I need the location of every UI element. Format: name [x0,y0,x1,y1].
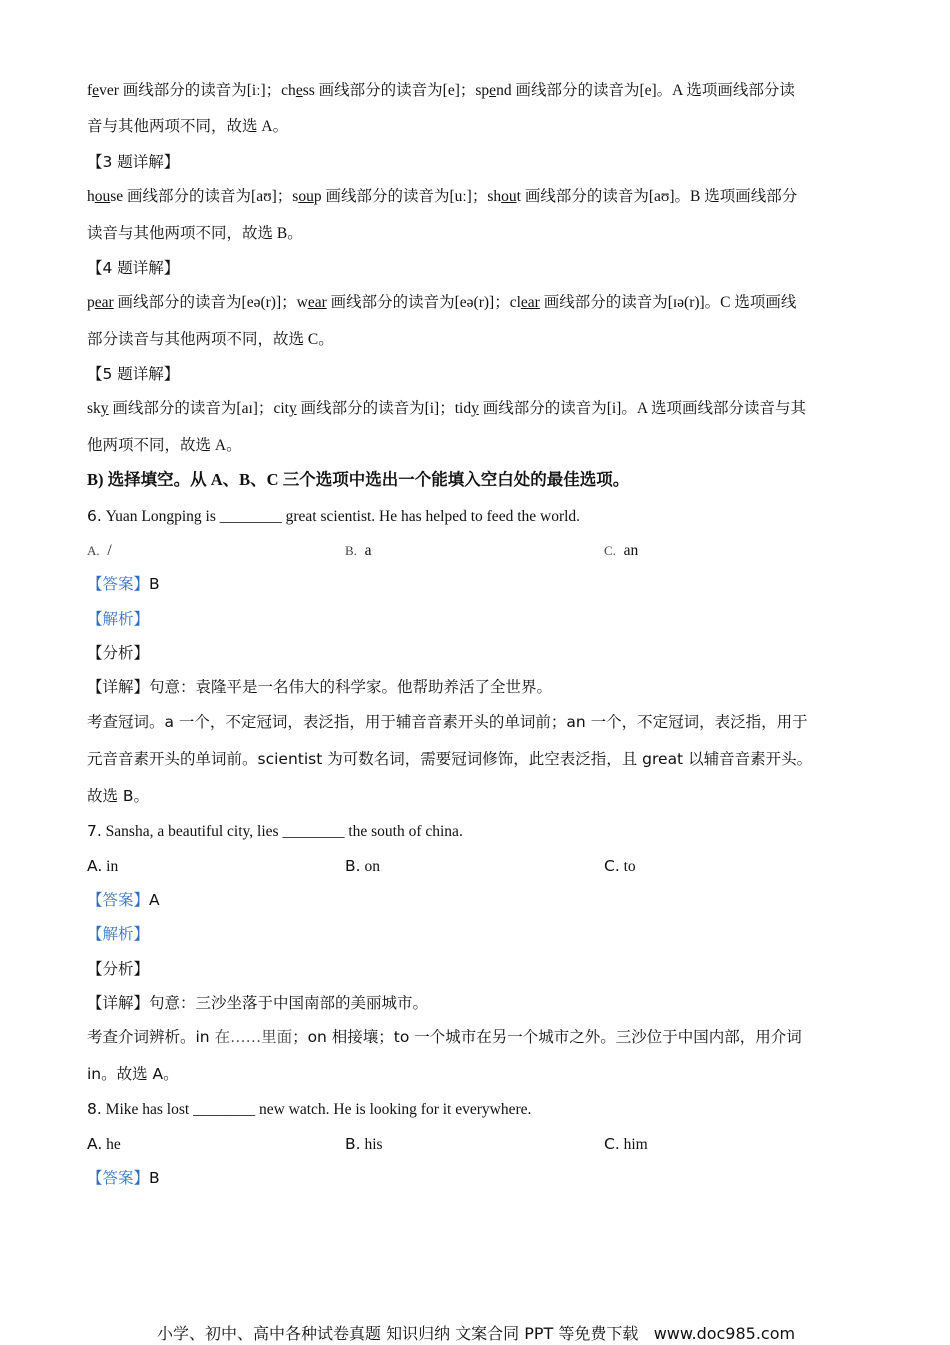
page-footer [157,1323,795,1345]
q8-option-a: A. he [87,1135,121,1153]
q4-explanation-line-2: 部分读音与其他两项不同，故选 C。 [87,331,334,348]
q8-answer: 【答案】B [87,1169,160,1187]
q5-explanation-line-1: sky 画线部分的读音为[aɪ]；city 画线部分的读音为[i]；tidy 画线部分的读音为[i]。A 选项画线部分读音与其 [87,400,807,417]
q7-option-b: B. on [345,857,380,875]
q6-fenxi-label: 【分析】 [87,644,150,662]
q2-explanation-line-2: 音与其他两项不同，故选 A。 [87,118,289,135]
q3-detail-heading: 【3 题详解】 [87,153,180,171]
q7-option-a: A. in [87,857,119,875]
q7-answer: 【答案】A [87,891,160,909]
q6-option-c: C. an [604,542,639,559]
q6-option-a: A. / [87,542,112,559]
q4-detail-heading: 【4 题详解】 [87,259,180,277]
q6-explanation-line-1: 考查冠词。a 一个，不定冠词，表泛指，用于辅音音素开头的单词前；an 一个，不定冠词，表泛指，用于 [87,713,808,731]
section-b-title: B) 选择填空。从 A、B、C 三个选项中选出一个能填入空白处的最佳选项。 [87,470,630,489]
footer-text: 小学、初中、高中各种试卷真题 知识归纳 文案合同 PPT 等免费下载 [157,1324,639,1343]
q3-explanation-line-2: 读音与其他两项不同，故选 B。 [87,225,303,242]
q7-fenxi-label: 【分析】 [87,960,150,978]
q7-analysis-label: 【解析】 [87,925,150,943]
q2-explanation-line-1: fever 画线部分的读音为[iː]；chess 画线部分的读音为[e]；spend 画线部分的读音为[e]。A 选项画线部分读 [87,82,795,99]
q4-explanation-line-1: pear 画线部分的读音为[eə(r)]；wear 画线部分的读音为[eə(r)]；clear 画线部分的读音为[ɪə(r)]。C 选项画线 [87,294,797,311]
q7-explanation-line-2: in。故选 A。 [87,1065,179,1083]
q3-explanation-line-1: house 画线部分的读音为[aʊ]；soup 画线部分的读音为[uː]；shout 画线部分的读音为[aʊ]。B 选项画线部分 [87,188,798,205]
q8-option-b: B. his [345,1135,383,1153]
q5-explanation-line-2: 他两项不同，故选 A。 [87,437,242,454]
q6-option-b: B. a [345,542,372,559]
q6-detail: 【详解】句意：袁隆平是一名伟大的科学家。他帮助养活了全世界。 [87,678,553,696]
q7-detail: 【详解】句意：三沙坐落于中国南部的美丽城市。 [87,994,429,1012]
q7-explanation-line-1: 考查介词辨析。in 在……里面；on 相接壤；to 一个城市在另一个城市之外。三沙位于中国内部，用介词 [87,1028,802,1046]
q7-option-c: C. to [604,857,636,875]
q5-detail-heading: 【5 题详解】 [87,365,180,383]
q8-stem: 8. Mike has lost ________ new watch. He is looking for it everywhere. [87,1100,532,1118]
q6-explanation-line-2: 元音音素开头的单词前。scientist 为可数名词，需要冠词修饰，此空表泛指，且 great 以辅音音素开头。 [87,750,813,768]
footer-link[interactable]: www.doc985.com [653,1324,796,1343]
q6-stem: 6. Yuan Longping is ________ great scientist. He has helped to feed the world. [87,507,581,525]
q7-stem: 7. Sansha, a beautiful city, lies ________ the south of china. [87,822,463,840]
q6-analysis-label: 【解析】 [87,610,150,628]
q6-explanation-line-3: 故选 B。 [87,787,150,805]
q8-option-c: C. him [604,1135,648,1153]
q6-answer: 【答案】B [87,575,160,593]
